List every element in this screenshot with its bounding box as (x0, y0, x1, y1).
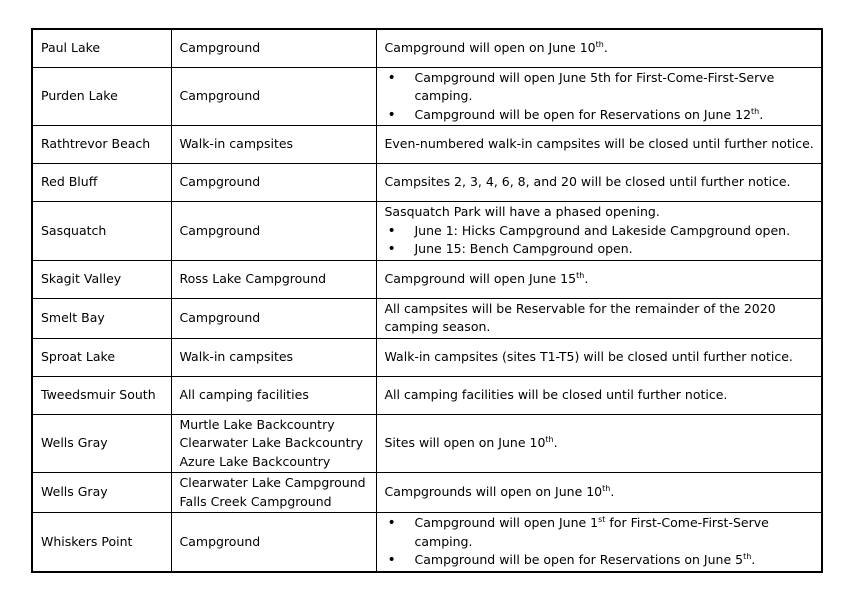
park-name: Whiskers Point (41, 533, 133, 549)
status-cell (376, 260, 822, 298)
status-text-tail: . (584, 270, 589, 286)
park-name: Skagit Valley (41, 270, 122, 286)
facility-name: Clearwater Lake Backcountry (179, 435, 364, 450)
status-bullet-item (385, 240, 816, 259)
park-status-table (31, 28, 823, 573)
facility-name: Campground (179, 174, 261, 190)
status-text: All camping facilities will be closed until further notice. (384, 386, 728, 402)
status-line (385, 203, 816, 222)
park-name-cell (32, 473, 171, 513)
facility-cell (171, 298, 376, 338)
status-cell (376, 29, 822, 67)
ordinal-suffix: th (595, 40, 604, 49)
status-text-tail: . (610, 484, 615, 500)
facility-cell (171, 67, 376, 126)
park-name: Purden Lake (41, 88, 118, 103)
table-row (32, 513, 822, 572)
status-text: Sasquatch Park will have a phased opening. (384, 204, 660, 219)
status-bullet-list (385, 222, 816, 259)
table-row (32, 164, 822, 202)
facility-cell (171, 414, 376, 473)
status-text: June 15: Bench Campground open. (414, 241, 633, 256)
status-text: Campground will open June 15 (384, 270, 577, 286)
facility-name: Clearwater Lake Campground (179, 475, 366, 490)
status-text: Campground will open on June 10 (384, 40, 596, 55)
facility-cell (171, 164, 376, 202)
table-row (32, 67, 822, 126)
status-text: Campgrounds will open on June 10 (384, 484, 603, 500)
status-text: June 1: Hicks Campground and Lakeside Campground open. (414, 222, 791, 238)
status-text: Campground will be open for Reservations on June 5 (414, 552, 744, 567)
status-line (385, 483, 816, 502)
facility-name: Campground (179, 40, 261, 55)
status-text: Campground will open June 5th for First-Come-First-Serve camping. (414, 69, 775, 103)
park-name: Smelt Bay (41, 309, 105, 325)
park-name-cell (32, 414, 171, 473)
facility-cell (171, 473, 376, 513)
status-cell (376, 202, 822, 261)
status-line (385, 39, 816, 58)
status-cell (376, 67, 822, 126)
table-row (32, 260, 822, 298)
facility-name: Walk-in campsites (179, 348, 294, 364)
park-name-cell (32, 376, 171, 414)
ordinal-suffix: th (545, 435, 554, 444)
park-name-cell (32, 338, 171, 376)
park-name: Wells Gray (41, 484, 108, 500)
facility-name: Murtle Lake Backcountry (179, 416, 335, 432)
park-name-cell (32, 260, 171, 298)
facility-name: Azure Lake Backcountry (179, 453, 331, 469)
facility-name: All camping facilities (179, 386, 309, 402)
status-text: Sites will open on June 10 (384, 435, 546, 450)
status-bullet-item (385, 106, 816, 125)
status-text-tail: . (759, 106, 764, 122)
facility-name: Walk-in campsites (179, 136, 294, 152)
park-name: Sproat Lake (41, 348, 116, 364)
park-name: Paul Lake (41, 40, 101, 55)
table-row (32, 298, 822, 338)
table-row (32, 376, 822, 414)
park-name-cell (32, 298, 171, 338)
facility-name: Campground (179, 88, 261, 103)
status-bullet-item (385, 514, 816, 551)
status-text: Even-numbered walk-in campsites will be closed until further notice. (384, 136, 814, 152)
table-row (32, 29, 822, 67)
status-line (385, 173, 816, 192)
table-row (32, 202, 822, 261)
table-body (32, 29, 822, 572)
facility-cell (171, 338, 376, 376)
status-line (385, 300, 816, 337)
status-line (385, 348, 816, 367)
table-row (32, 126, 822, 164)
facility-name: Campground (179, 309, 261, 325)
status-bullet-item (385, 222, 816, 241)
ordinal-suffix: th (576, 270, 585, 280)
status-bullet-list (385, 514, 816, 570)
facility-cell (171, 29, 376, 67)
status-cell (376, 164, 822, 202)
facility-cell (171, 513, 376, 572)
status-cell (376, 414, 822, 473)
status-cell (376, 126, 822, 164)
status-text-tail: . (751, 552, 756, 567)
table-row (32, 473, 822, 513)
park-name: Wells Gray (41, 435, 108, 450)
status-bullet-item (385, 69, 816, 106)
park-name-cell (32, 126, 171, 164)
facility-cell (171, 260, 376, 298)
ordinal-suffix: th (743, 552, 752, 561)
facility-name: Campground (179, 222, 261, 238)
table-row (32, 414, 822, 473)
facility-cell (171, 126, 376, 164)
facility-cell (171, 202, 376, 261)
park-name: Red Bluff (41, 174, 98, 190)
status-text: Campground will be open for Reservations on June 12 (414, 106, 752, 122)
facility-cell (171, 376, 376, 414)
status-cell (376, 298, 822, 338)
table-row (32, 338, 822, 376)
status-text: Campground will open June 1 (414, 515, 599, 530)
ordinal-suffix: th (602, 484, 611, 494)
status-text-tail: . (553, 435, 558, 450)
park-name-cell (32, 513, 171, 572)
status-text: All campsites will be Reservable for the remainder of the 2020 camping season. (384, 300, 776, 334)
status-line (385, 270, 816, 289)
status-cell (376, 473, 822, 513)
facility-name: Ross Lake Campground (179, 270, 327, 286)
status-cell (376, 338, 822, 376)
status-text-tail: for First-Come-First-Serve camping. (414, 515, 769, 549)
park-name: Tweedsmuir South (41, 386, 156, 402)
ordinal-suffix: st (598, 515, 606, 524)
status-text-tail: . (603, 40, 608, 55)
status-text: Campsites 2, 3, 4, 6, 8, and 20 will be closed until further notice. (384, 174, 791, 190)
ordinal-suffix: th (751, 106, 760, 116)
status-line (385, 434, 816, 453)
facility-name: Falls Creek Campground (179, 493, 332, 509)
status-bullet-item (385, 551, 816, 570)
status-cell (376, 376, 822, 414)
park-name-cell (32, 67, 171, 126)
status-bullet-list (385, 69, 816, 125)
status-cell (376, 513, 822, 572)
status-text: Walk-in campsites (sites T1-T5) will be closed until further notice. (384, 348, 793, 364)
park-name-cell (32, 164, 171, 202)
status-line (385, 386, 816, 405)
park-name-cell (32, 29, 171, 67)
park-name: Rathtrevor Beach (41, 136, 151, 152)
status-line (385, 135, 816, 154)
facility-name: Campground (179, 533, 261, 549)
park-name: Sasquatch (41, 222, 107, 238)
park-name-cell (32, 202, 171, 261)
